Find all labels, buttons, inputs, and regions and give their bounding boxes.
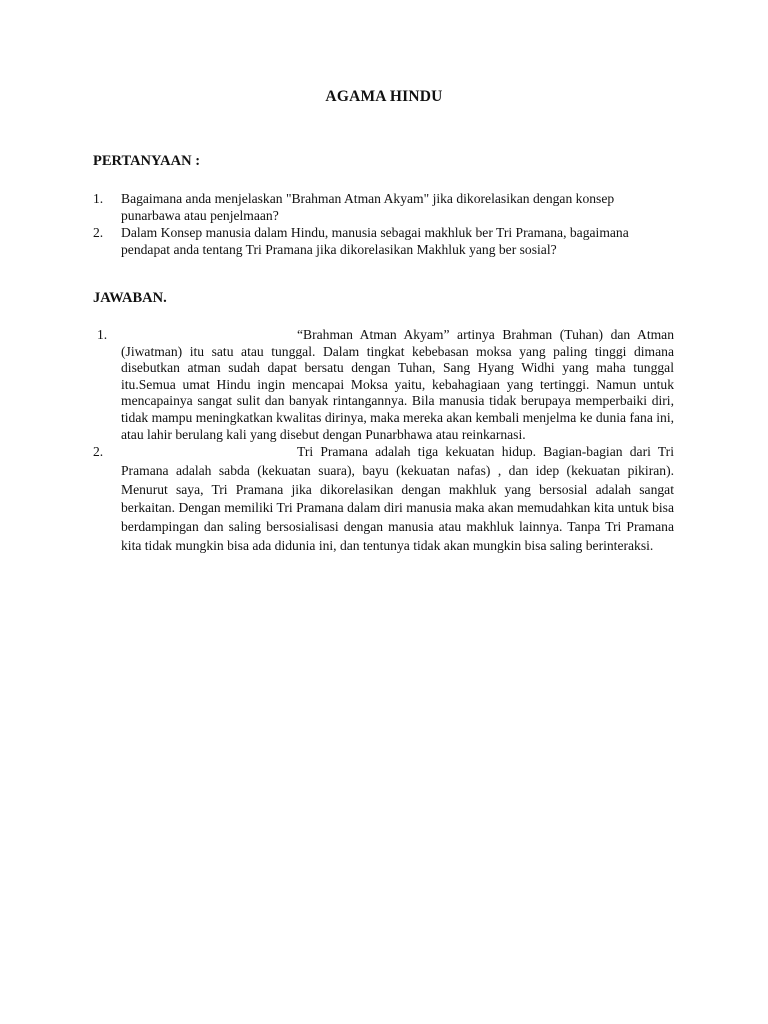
question-item-2: [93, 224, 673, 258]
document-title: AGAMA HINDU: [325, 88, 443, 105]
answer-item-1: [93, 327, 674, 443]
question-text: Bagaimana anda menjelaskan "Brahman Atman Akyam" jika dikorelasikan dengan konsep punarbawa atau penjelmaan?: [121, 191, 615, 223]
answers-heading: JAWABAN.: [93, 290, 167, 306]
answer-text: “Brahman Atman Akyam” artinya Brahman (Tuhan) dan Atman (Jiwatman) itu satu atau tunggal. Dalam tingkat kebebasan moksa yang paling tinggi dimana disebutkan atman sudah dapat bersatu dengan Tuhan, Sang Hyang Widhi yang maha tunggal itu.Semua umat Hindu ingin mencapai Moksa yaitu, kebahagiaan yang tertinggi. Namun untuk mencapainya sangat sulit dan banyak rintangannya. Bila manusia tidak berupaya memperbaiki diri, tidak mampu meningkatkan kwalitas dirinya, maka mereka akan kembali menjelma ke dunia fana ini, atau lahir berulang kali yang disebut dengan Punarbhawa atau reinkarnasi.: [121, 327, 675, 442]
answer-number: 2.: [93, 444, 104, 460]
question-text: Dalam Konsep manusia dalam Hindu, manusia sebagai makhluk ber Tri Pramana, bagaimana pendapat anda tentang Tri Pramana jika dikorelasikan Makhluk yang ber sosial?: [121, 225, 629, 257]
question-item-1: [93, 190, 673, 224]
questions-list: [93, 190, 673, 258]
answer-number: 1.: [97, 327, 108, 342]
questions-heading: PERTANYAAN :: [93, 153, 201, 169]
question-number: 2.: [93, 225, 104, 240]
question-number: 1.: [93, 191, 104, 206]
answer-text: Tri Pramana adalah tiga kekuatan hidup. Bagian-bagian dari Tri Pramana adalah sabda (kekuatan suara), bayu (kekuatan nafas) , dan idep (kekuatan pikiran). Menurut saya, Tri Pramana jika dikorelasikan dengan makhluk yang bersosial adalah sangat berkaitan. Dengan memiliki Tri Pramana dalam diri manusia maka akan memudahkan kita untuk bisa berdampingan dan saling bersosialisasi dengan manusia atau makhluk lainnya. Tanpa Tri Pramana kita tidak mungkin bisa ada didunia ini, dan tentunya tidak akan mungkin bisa saling berinteraksi.: [121, 444, 674, 553]
answer-item-2: [93, 443, 674, 555]
answers-list: [93, 327, 674, 555]
